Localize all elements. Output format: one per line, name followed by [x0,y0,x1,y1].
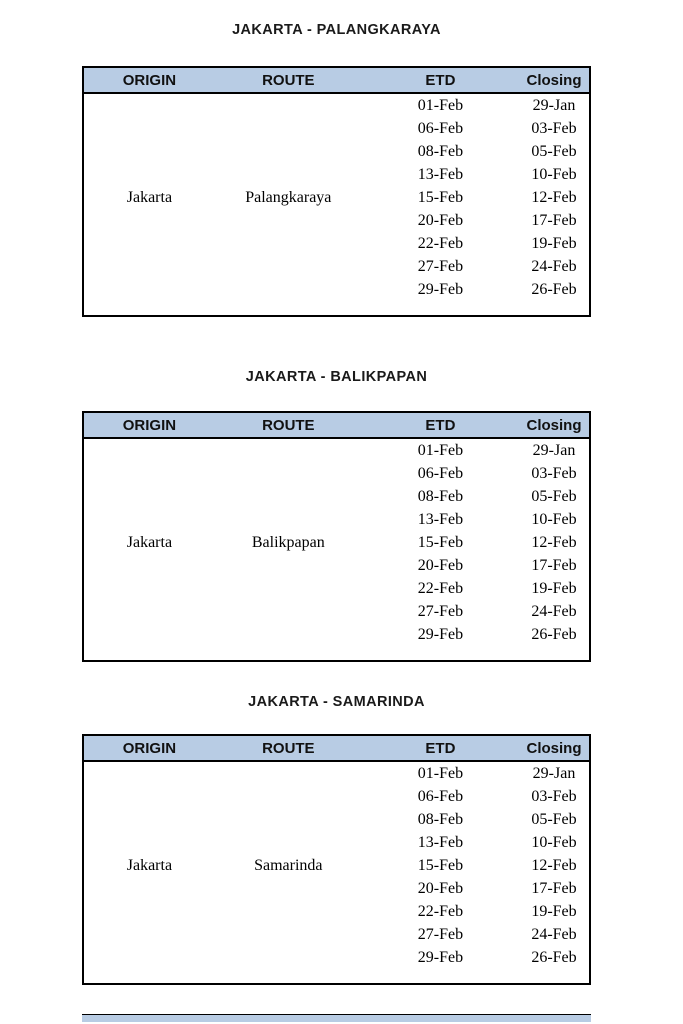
header-cell-etd: ETD [362,67,519,93]
etd-value: 15-Feb [417,189,464,206]
header-cell-route: ROUTE [215,735,362,761]
table-title: JAKARTA - SAMARINDA [248,694,425,710]
closing-value: 19-Feb [531,903,577,920]
origin-value: Jakarta [126,857,173,874]
closing-value: 03-Feb [531,120,577,137]
closing-value: 05-Feb [531,811,577,828]
closing-value: 26-Feb [531,281,577,298]
closing-value: 05-Feb [531,488,577,505]
table-body-row [83,761,590,984]
etd-value: 01-Feb [417,765,464,782]
etd-value: 20-Feb [417,212,464,229]
route-cell [215,93,362,316]
closing-date-list [519,94,589,301]
etd-date-list [362,439,519,646]
table-header-row [83,412,590,438]
closing-date-list [519,762,589,969]
closing-date-list [519,439,589,646]
partial-next-table-header [82,1014,591,1022]
closing-value: 12-Feb [531,857,577,874]
header-cell-etd: ETD [362,735,519,761]
origin-value: Jakarta [126,534,173,551]
route-value: Samarinda [254,857,323,874]
route-value: Balikpapan [251,534,325,551]
closing-value: 17-Feb [531,212,577,229]
header-cell-origin: ORIGIN [83,735,215,761]
table-title: JAKARTA - PALANGKARAYA [232,22,441,38]
table-body-row [83,93,590,316]
etd-value: 13-Feb [417,166,464,183]
route-cell [215,438,362,661]
header-cell-origin: ORIGIN [83,412,215,438]
table-header-row [83,735,590,761]
origin-cell [83,438,215,661]
header-cell-closing: Closing [519,735,590,761]
etd-value: 29-Feb [417,281,464,298]
closing-value: 24-Feb [531,926,577,943]
header-cell-etd: ETD [362,412,519,438]
closing-value: 12-Feb [531,534,577,551]
closing-value: 10-Feb [531,166,577,183]
etd-value: 15-Feb [417,534,464,551]
etd-value: 29-Feb [417,949,464,966]
table-title: JAKARTA - BALIKPAPAN [245,369,428,385]
closing-value: 10-Feb [531,834,577,851]
closing-cell [519,438,590,661]
etd-value: 13-Feb [417,834,464,851]
closing-value: 24-Feb [531,258,577,275]
etd-cell [362,761,519,984]
closing-value: 10-Feb [531,511,577,528]
etd-value: 29-Feb [417,626,464,643]
etd-value: 20-Feb [417,557,464,574]
etd-value: 01-Feb [417,442,464,459]
schedule-table [82,66,591,317]
origin-cell [83,93,215,316]
etd-value: 22-Feb [417,235,464,252]
etd-value: 20-Feb [417,880,464,897]
schedule-table [82,411,591,662]
closing-value: 03-Feb [531,465,577,482]
closing-value: 05-Feb [531,143,577,160]
route-cell [215,761,362,984]
closing-value: 19-Feb [531,580,577,597]
etd-cell [362,438,519,661]
closing-value: 26-Feb [531,626,577,643]
header-cell-closing: Closing [519,67,590,93]
origin-cell [83,761,215,984]
etd-value: 01-Feb [417,97,464,114]
closing-value: 12-Feb [531,189,577,206]
header-cell-route: ROUTE [215,412,362,438]
etd-date-list [362,762,519,969]
closing-value: 17-Feb [531,880,577,897]
etd-cell [362,93,519,316]
etd-value: 13-Feb [417,511,464,528]
closing-cell [519,761,590,984]
closing-value: 03-Feb [531,788,577,805]
etd-value: 27-Feb [417,603,464,620]
etd-value: 06-Feb [417,465,464,482]
closing-value: 17-Feb [531,557,577,574]
table-body-row [83,438,590,661]
etd-date-list [362,94,519,301]
closing-value: 26-Feb [531,949,577,966]
closing-value: 29-Jan [532,442,576,459]
closing-value: 29-Jan [532,765,576,782]
header-cell-origin: ORIGIN [83,67,215,93]
etd-value: 22-Feb [417,580,464,597]
closing-value: 24-Feb [531,603,577,620]
etd-value: 08-Feb [417,811,464,828]
etd-value: 27-Feb [417,258,464,275]
table-header-row [83,67,590,93]
closing-cell [519,93,590,316]
header-cell-closing: Closing [519,412,590,438]
etd-value: 08-Feb [417,488,464,505]
etd-value: 15-Feb [417,857,464,874]
origin-value: Jakarta [126,189,173,206]
schedule-table [82,734,591,985]
etd-value: 08-Feb [417,143,464,160]
etd-value: 06-Feb [417,788,464,805]
route-value: Palangkaraya [245,189,332,206]
closing-value: 29-Jan [532,97,576,114]
etd-value: 27-Feb [417,926,464,943]
closing-value: 19-Feb [531,235,577,252]
etd-value: 22-Feb [417,903,464,920]
etd-value: 06-Feb [417,120,464,137]
header-cell-route: ROUTE [215,67,362,93]
